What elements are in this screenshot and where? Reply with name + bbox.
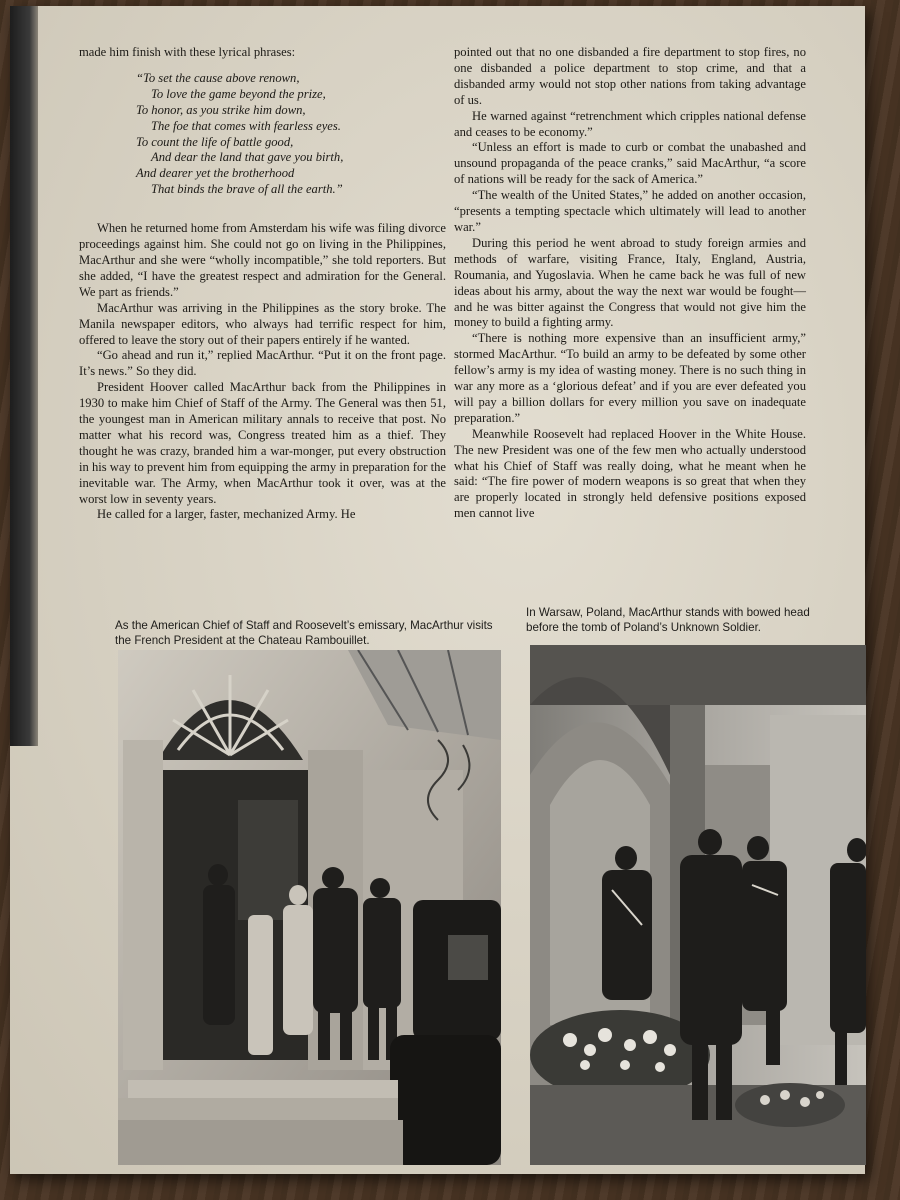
poem-line: And dearer yet the brotherhood [136, 166, 295, 181]
chateau-rambouillet-photo [118, 650, 501, 1165]
left-text-column [79, 45, 446, 523]
poem-line: And dear the land that gave you birth, [151, 150, 344, 165]
poem [136, 71, 446, 198]
paragraph: President Hoover called MacArthur back from the Philippines in 1930 to make him Chief of Staff of the Army. The General was then 51, the youngest man in American military annals to receive that post. No matter what his record was, Congress treated him as a thief. They thought he was crazy, branded him a war-monger, put every obstruction in his way to prevent him from equipping the army in preparation for the inevitable war. The Army, when MacArthur took it over, was at the worst low in seventy years. [79, 380, 446, 506]
photo-caption-left: As the American Chief of Staff and Roosevelt’s emissary, MacArthur visits the French President at the Chateau Rambouillet. [115, 619, 493, 647]
poem-line: That binds the brave of all the earth.” [151, 182, 343, 197]
poem-line: To honor, as you strike him down, [136, 102, 306, 117]
right-text-column [454, 45, 806, 522]
paragraph: pointed out that no one disbanded a fire department to stop fires, no one disbanded a police department to stop crime, and that a disbanded army would not stop other nations from taking advantage of us. [454, 45, 806, 107]
paragraph: “Unless an effort is made to curb or combat the unabashed and unsound propaganda of the peace cranks,” said MacArthur, “a score of nations will be ready for the sack of America.” [454, 140, 806, 187]
paragraph: During this period he went abroad to study foreign armies and methods of warfare, visiting France, Italy, England, Austria, Roumania, and Yugoslavia. When he came back he was full of new ideas about his army, about the way the next war would be fought—and he was bitter against the Congress that would not give him the money to build a fighting army. [454, 235, 806, 330]
paragraph: MacArthur was arriving in the Philippines as the story broke. The Manila newspaper editors, who always had terrific respect for him, offered to leave the story out of their papers entirely if he wanted. [79, 300, 446, 347]
photo-caption-right: In Warsaw, Poland, MacArthur stands with bowed head before the tomb of Poland’s Unknown Soldier. [526, 606, 810, 634]
intro-line: made him finish with these lyrical phrases: [79, 45, 296, 59]
paragraph: When he returned home from Amsterdam his wife was filing divorce proceedings against him. She could not go on living in the Philippines, MacArthur and she were “wholly incompatible,” she told reporters. But she added, “I have the greatest respect and admiration for the General. We part as friends.” [79, 221, 446, 299]
paragraph: “There is nothing more expensive than an insufficient army,” stormed MacArthur. “To build an army to be defeated by some other fellow’s army is my idea of wasting money. There is no such thing in war any more as a ‘glorious defeat’ and if you are ever defeated you will pay a billion dollars for every million you save on inadequate preparation.” [454, 331, 806, 425]
poem-line: The foe that comes with fearless eyes. [151, 118, 341, 133]
poem-line: “To set the cause above renown, [136, 70, 300, 85]
poem-line: To love the game beyond the prize, [151, 86, 326, 101]
paragraph: “Go ahead and run it,” replied MacArthur. “Put it on the front page. It’s news.” So they did. [79, 348, 446, 379]
paragraph: He called for a larger, faster, mechanized Army. He [97, 507, 356, 522]
poem-line: To count the life of battle good, [136, 134, 294, 149]
paragraph: He warned against “retrenchment which cripples national defense and ceases to be economy.” [454, 108, 806, 139]
paragraph: Meanwhile Roosevelt had replaced Hoover in the White House. The new President was one of the few men who actually understood what his Chief of Staff was really doing, what he meant when he said: “The fire power of modern weapons is so great that when they are properly located in strongly held defensive positions exposed men cannot live [454, 426, 806, 521]
paragraph: “The wealth of the United States,” he added on another occasion, “presents a tempting spectacle which ultimately will lead to another war.” [454, 188, 806, 234]
warsaw-tomb-photo [530, 645, 866, 1165]
binding-edge [10, 6, 38, 746]
